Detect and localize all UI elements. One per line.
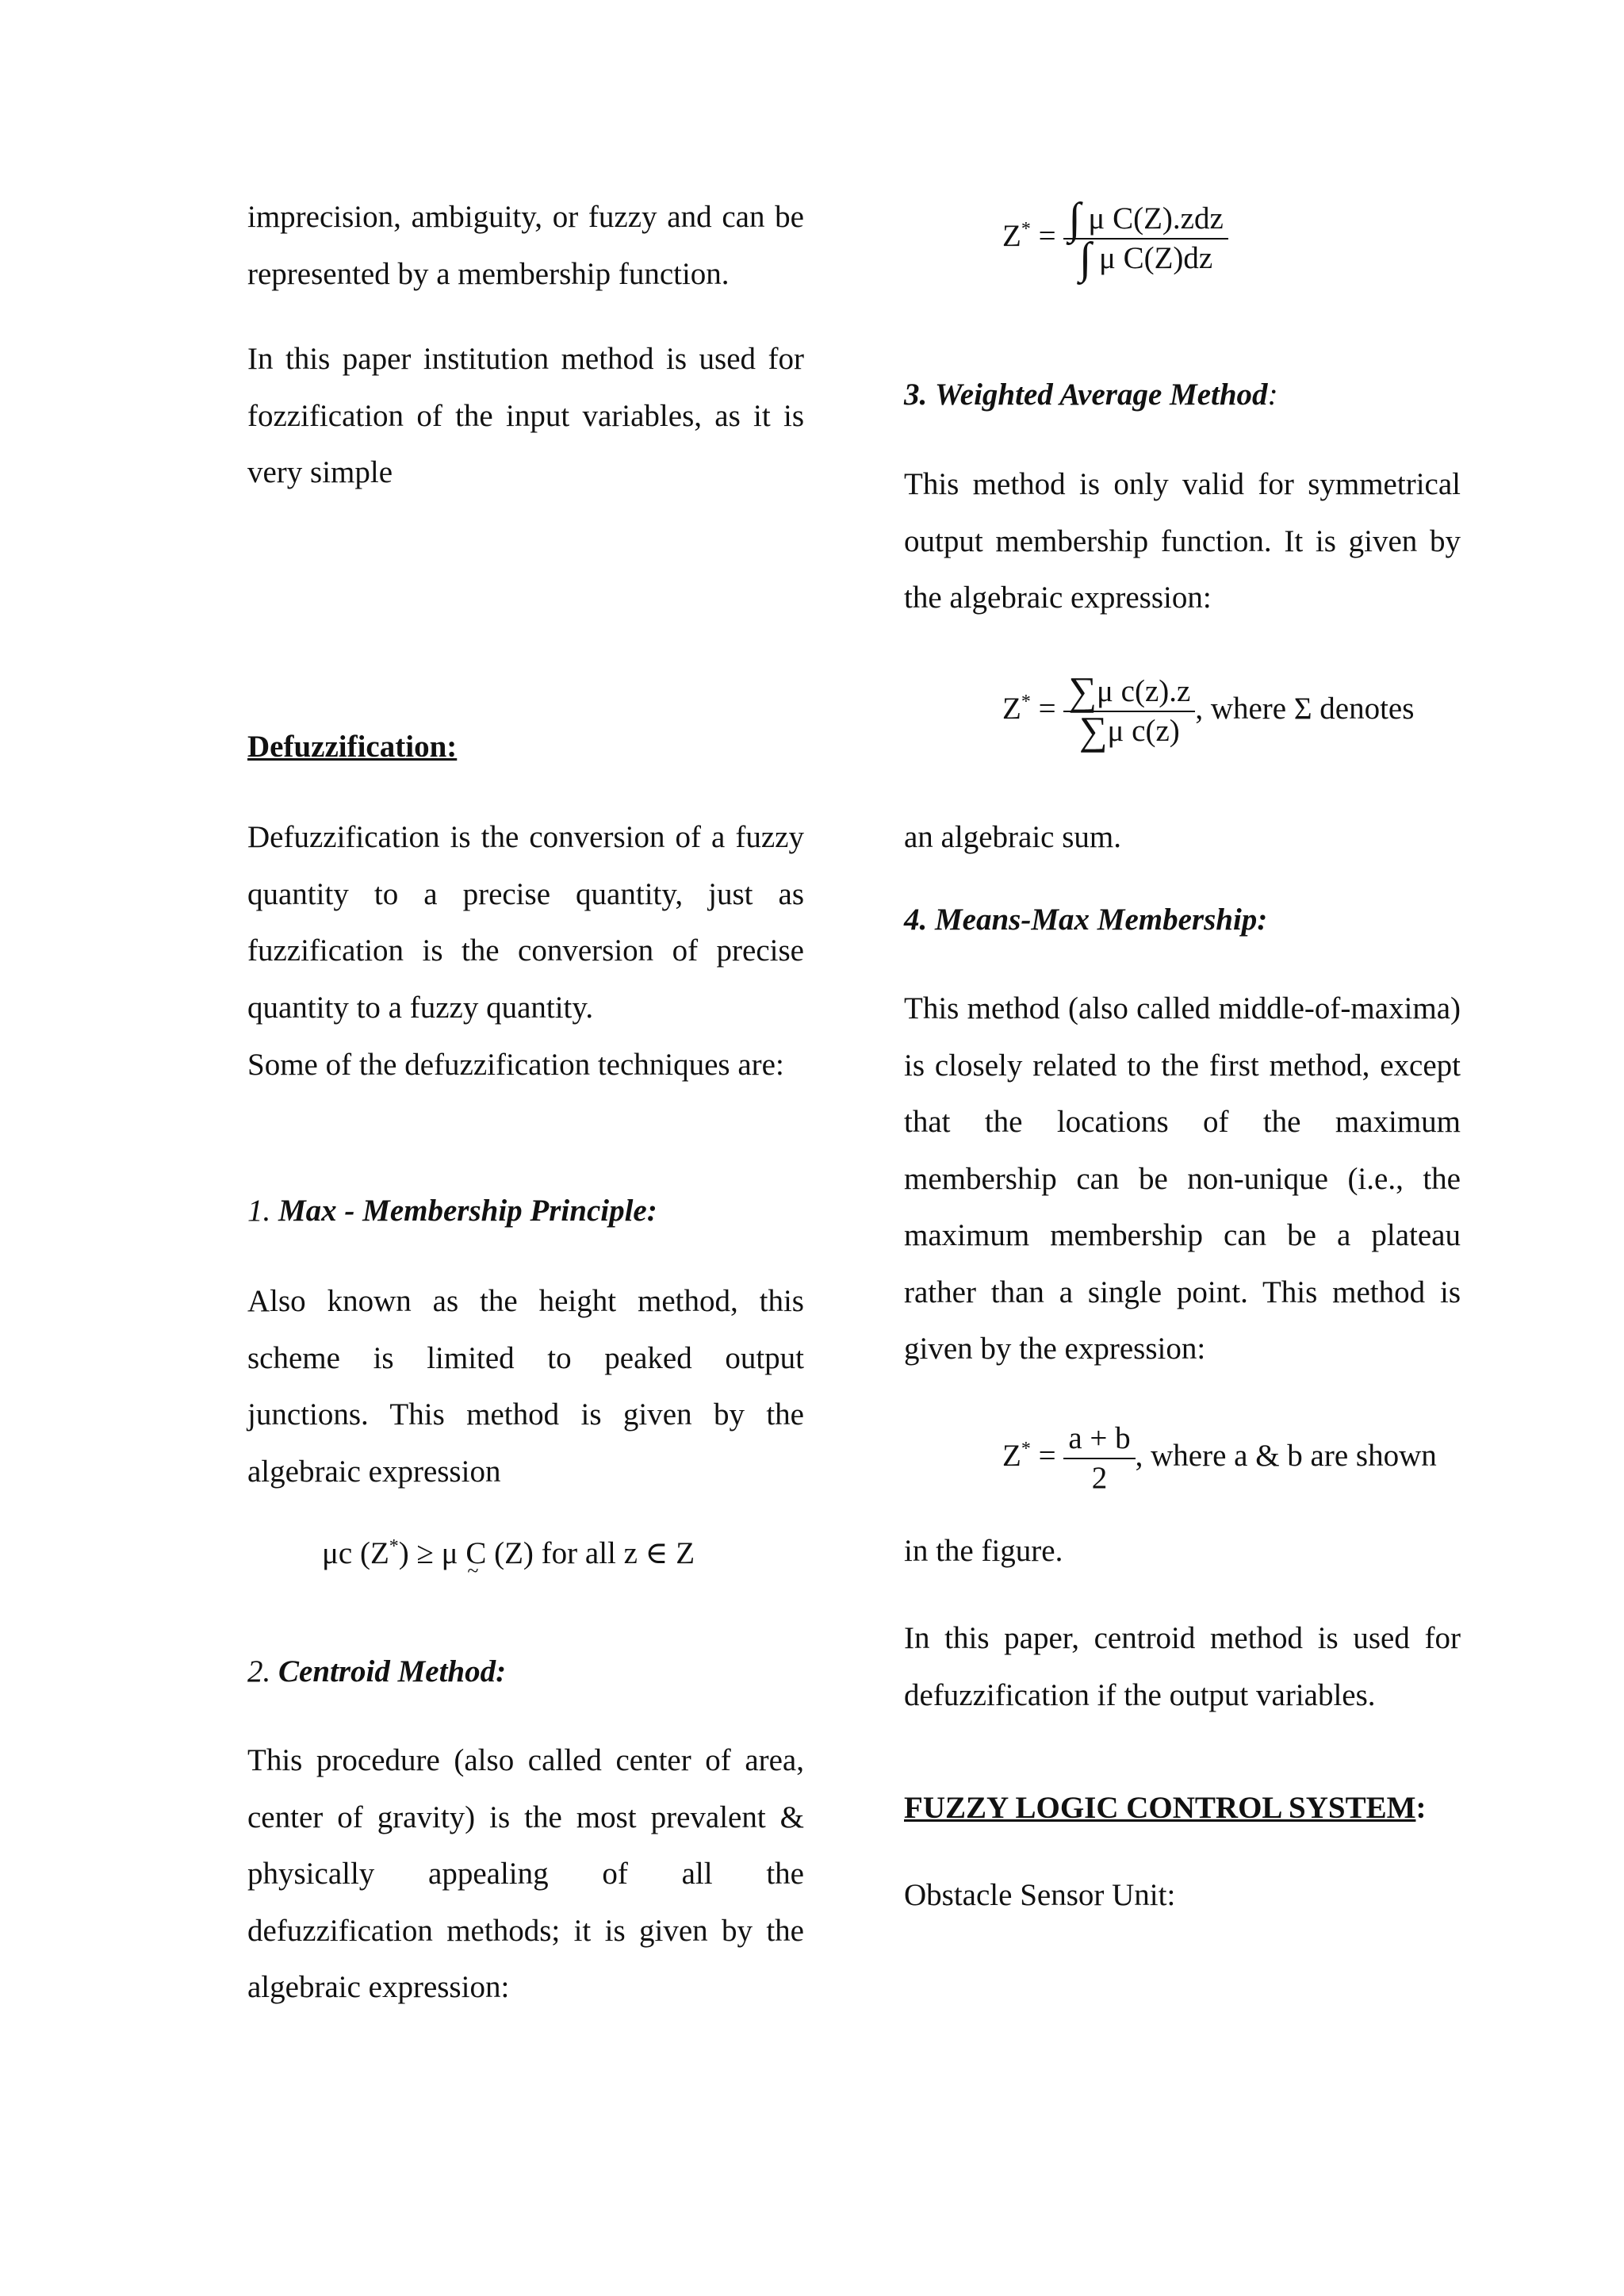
method-4-title: Means-Max Membership: [935,903,1268,937]
mean-max-fraction: $\frac{a + b}{2}$ [1063,1420,1135,1497]
method-3-title: Weighted Average Method [935,378,1268,412]
paragraph-mean-max: This method (also called middle-of-maxima) is closely related to the first method, except that the locations of the maximum membership can be non-unique (i.e., the maximum membership can be a plateau rather than a single point. This method is given by the expression: [904,991,1461,1366]
weighted-fraction: $\frac{\text{∑μ c(z).z}}{\text{∑μ c(z)}}$ [1063,673,1195,750]
paragraph-algebraic-sum: an algebraic sum. [904,820,1121,854]
flc-heading: FUZZY LOGIC CONTROL SYSTEM [904,1791,1416,1825]
method-1-title: Max - Membership Principle: [278,1194,657,1228]
equation-max-membership: μc (Z*) ≥ μ C ~ (Z) for all z ∈ Z [322,1535,695,1571]
method-2-title: Centroid Method: [278,1654,507,1688]
paragraph-centroid-used: In this paper, centroid method is used for defuzzification if the output variables. [904,1621,1461,1712]
paragraph-obstacle-sensor: Obstacle Sensor Unit: [904,1878,1176,1912]
defuzzification-heading: Defuzzification: [247,730,458,764]
method-2-number: 2. [247,1654,271,1688]
method-3-heading: 3. Weighted Average Method: [904,378,1278,412]
paragraph-techniques: Some of the defuzzification techniques are: [247,1048,784,1082]
paragraph-height-method: Also known as the height method, this scheme is limited to peaked output junctions. This method is given by the algebraic expression [247,1284,804,1489]
method-4-heading [904,896,1461,944]
method-1-heading [247,1187,804,1235]
equation-mean-max: Z* = $\frac{a + b}{2}$ , where a & b are shown [1002,1420,1437,1497]
paragraph-centroid: This procedure (also called center of area, center of gravity) is the most prevalent & physically appealing of all the defuzzification methods; it is given by the algebraic expression: [247,1743,804,2004]
method-3-number: 3. [904,378,928,412]
section-heading-flc: FUZZY LOGIC CONTROL SYSTEM: [904,1791,1427,1825]
method-2-heading [247,1648,804,1696]
paragraph-in-figure: in the figure. [904,1534,1063,1568]
method-1-number: 1. [247,1194,271,1228]
paragraph-fuzzification-method: In this paper institution method is used for fozzification of the input variables, as it is very simple [247,342,804,489]
method-4-number: 4. [904,903,928,937]
centroid-fraction: $\frac{\text{∫ μ C(Z).zdz}}{\text{∫ μ C(Z)dz}}$ [1063,200,1228,278]
paragraph-defuzzification-definition: Defuzzification is the conversion of a fuzzy quantity to a precise quantity, just as fuzzification is the conversion of precise quantity to a fuzzy quantity. [247,820,804,1025]
section-heading-defuzzification [247,723,804,771]
paragraph-weighted-average: This method is only valid for symmetrical output membership function. It is given by the algebraic expression: [904,467,1461,615]
paragraph-imprecision: imprecision, ambiguity, or fuzzy and can be represented by a membership function. [247,200,804,291]
equation-centroid: Z* = $\frac{\text{∫ μ C(Z).zdz}}{\text{∫ μ C(Z)dz}}$ [1002,200,1228,278]
equation-weighted-average: Z* = $\frac{\text{∑μ c(z).z}}{\text{∑μ c(z)}}$ , where Σ denotes [1002,669,1415,753]
